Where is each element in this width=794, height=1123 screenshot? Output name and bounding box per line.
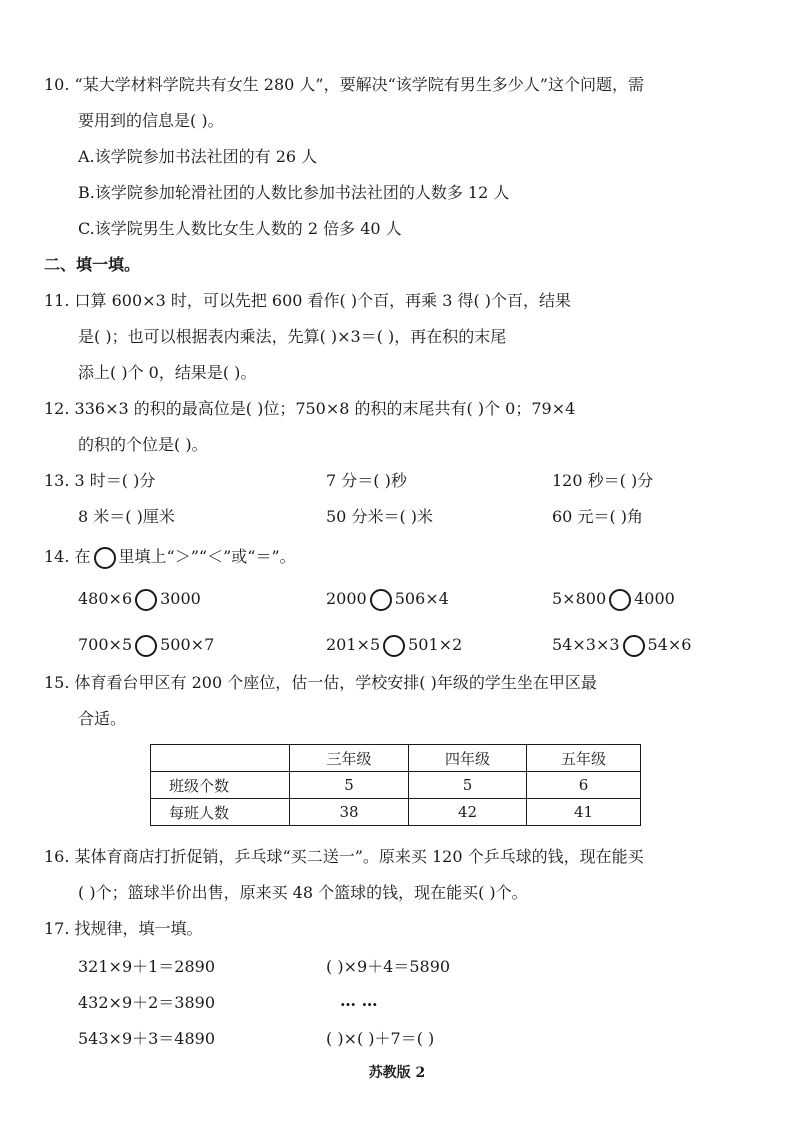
q16-line2: ( )个；篮球半价出售，原来买 48 个篮球的钱，现在能买( )个。 (78, 883, 528, 902)
q17-left-1: 321×9＋1＝2890 (78, 957, 216, 976)
q14-right: 3000 (160, 589, 201, 608)
q14-compare-1 (78, 586, 201, 612)
answer-circle[interactable] (383, 635, 405, 657)
table-corner (151, 745, 290, 772)
q14-compare-6 (552, 632, 691, 658)
q14-right: 4000 (634, 589, 675, 608)
q14-compare-5 (326, 632, 462, 658)
q14-left: 5×800 (552, 589, 607, 608)
q13-r1c2: 7 分＝( )秒 (326, 471, 407, 490)
table-row (151, 799, 641, 826)
q10-line1: 10. “某大学材料学院共有女生 280 人”，要解决“该学院有男生多少人”这个问题，需 (44, 75, 644, 94)
answer-circle[interactable] (609, 589, 631, 611)
q14-compare-2 (326, 586, 449, 612)
q17-right-2: … … (340, 991, 378, 1010)
row-label: 每班人数 (151, 799, 290, 826)
table-row (151, 772, 641, 799)
q17-left-3: 543×9＋3＝4890 (78, 1029, 216, 1048)
q13-r1c3: 120 秒＝( )分 (552, 471, 654, 490)
table-cell: 5 (290, 772, 409, 799)
q14-left: 54×3×3 (552, 635, 620, 654)
q14-left: 201×5 (326, 635, 381, 654)
table-cell: 5 (409, 772, 527, 799)
table-cell: 42 (409, 799, 527, 826)
table-cell: 38 (290, 799, 409, 826)
table-cell: 41 (527, 799, 641, 826)
q10-option-c: C.该学院男生人数比女生人数的 2 倍多 40 人 (78, 219, 402, 238)
table-header: 五年级 (527, 745, 641, 772)
answer-circle[interactable] (135, 635, 157, 657)
q13-r2c1: 8 米＝( )厘米 (78, 507, 175, 526)
answer-circle[interactable] (623, 635, 645, 657)
q14-left: 700×5 (78, 635, 133, 654)
q14-instruction (44, 544, 296, 570)
q14-pre: 14. 在 (44, 547, 91, 566)
table-header-row (151, 745, 641, 772)
q10-option-b: B.该学院参加轮滑社团的人数比参加书法社团的人数多 12 人 (78, 183, 510, 202)
answer-circle[interactable] (135, 589, 157, 611)
q11-line3: 添上( )个 0，结果是( )。 (78, 363, 257, 382)
q17-right-3: ( )×( )＋7＝( ) (326, 1029, 435, 1048)
q17-left-2: 432×9＋2＝3890 (78, 993, 216, 1012)
q12-line1: 12. 336×3 的积的最高位是( )位；750×8 的积的末尾共有( )个 0；79×4 (44, 399, 576, 418)
page-footer: 苏教版 2 (368, 1065, 426, 1081)
q14-compare-3 (552, 586, 675, 612)
table-header: 三年级 (290, 745, 409, 772)
section-2-heading: 二、填一填。 (44, 255, 141, 274)
q13-r1c1: 13. 3 时＝( )分 (44, 471, 156, 490)
q11-line1: 11. 口算 600×3 时，可以先把 600 看作( )个百，再乘 3 得( )个百，结果 (44, 291, 572, 310)
q15-line1: 15. 体育看台甲区有 200 个座位，估一估，学校安排( )年级的学生坐在甲区最 (44, 673, 597, 692)
q10-option-a: A.该学院参加书法社团的有 26 人 (78, 147, 318, 166)
q14-compare-4 (78, 632, 214, 658)
q13-r2c3: 60 元＝( )角 (552, 507, 644, 526)
q16-line1: 16. 某体育商店打折促销，乒乓球“买二送一”。原来买 120 个乒乓球的钱，现在能买 (44, 847, 644, 866)
q14-right: 500×7 (160, 635, 215, 654)
table-header: 四年级 (409, 745, 527, 772)
q15-line2: 合适。 (78, 709, 127, 728)
q14-right: 501×2 (408, 635, 463, 654)
q14-right: 54×6 (647, 635, 692, 654)
q13-r2c2: 50 分米＝( )米 (326, 507, 434, 526)
q14-right: 506×4 (394, 589, 449, 608)
q12-line2: 的积的个位是( )。 (78, 435, 208, 454)
answer-circle[interactable] (370, 589, 392, 611)
circle-icon (94, 547, 116, 569)
q14-left: 2000 (326, 589, 367, 608)
grade-stats-table (150, 744, 641, 826)
q17-right-1: ( )×9＋4＝5890 (326, 957, 451, 976)
q11-line2: 是( )；也可以根据表内乘法，先算( )×3＝( )，再在积的末尾 (78, 327, 507, 346)
q17-title: 17. 找规律，填一填。 (44, 919, 203, 938)
q14-left: 480×6 (78, 589, 133, 608)
q10-line2: 要用到的信息是( )。 (78, 111, 224, 130)
q14-post: 里填上“＞”“＜”或“＝”。 (118, 547, 296, 566)
row-label: 班级个数 (151, 772, 290, 799)
table-cell: 6 (527, 772, 641, 799)
